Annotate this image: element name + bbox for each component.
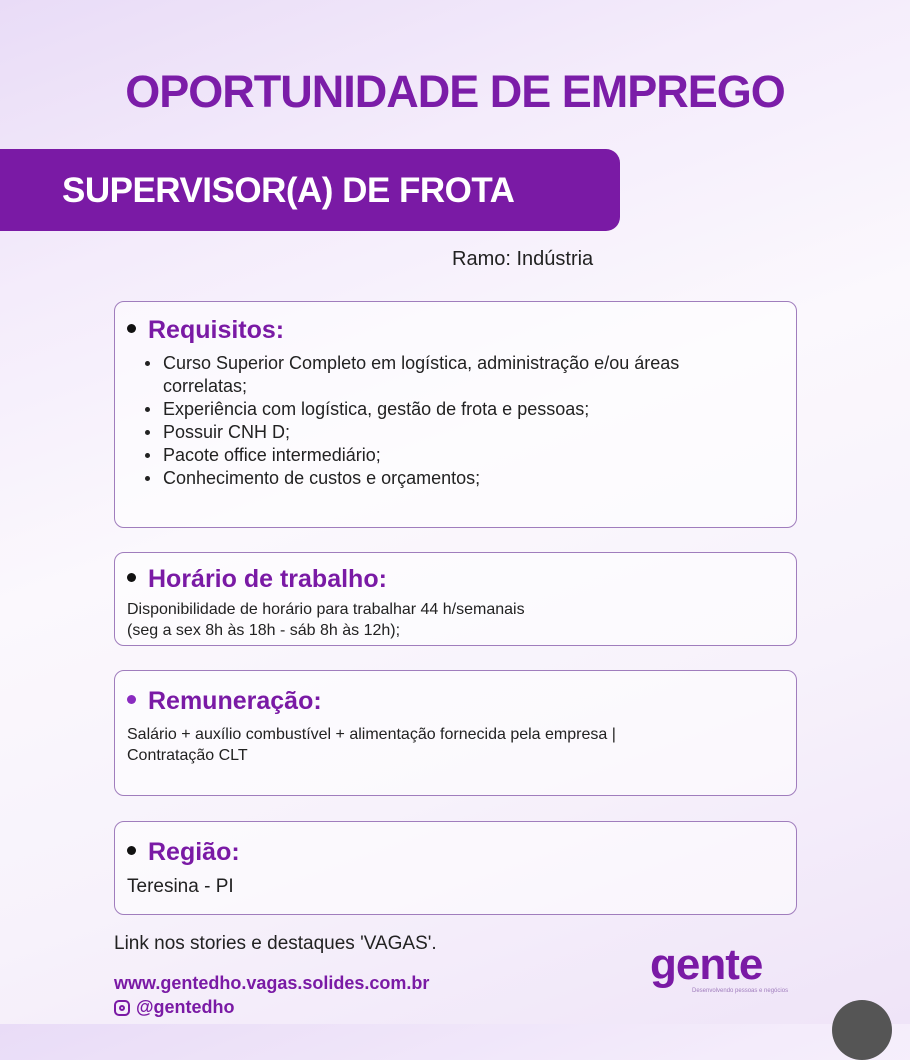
salary-title: Remuneração: xyxy=(148,687,322,715)
salary-heading xyxy=(127,687,322,716)
overlay-button[interactable] xyxy=(832,1000,892,1060)
requirements-title: Requisitos: xyxy=(148,316,285,344)
instagram-icon xyxy=(114,1000,130,1016)
bullet-icon xyxy=(127,695,136,704)
website-link[interactable]: www.gentedho.vagas.solides.com.br xyxy=(114,973,430,993)
job-title: SUPERVISOR(A) DE FROTA xyxy=(62,171,515,210)
salary-line-2: Contratação CLT xyxy=(127,747,248,764)
logo-tagline: Desenvolvendo pessoas e negócios xyxy=(692,988,789,994)
footer-link-text: Link nos stories e destaques 'VAGAS'. xyxy=(114,933,437,954)
list-item: Curso Superior Completo em logística, administração e/ou áreas correlatas; xyxy=(145,352,763,398)
requirements-list xyxy=(145,352,763,490)
bullet-icon xyxy=(127,324,136,333)
schedule-title: Horário de trabalho: xyxy=(148,565,387,593)
list-item: Conhecimento de custos e orçamentos; xyxy=(145,467,763,490)
bullet-icon xyxy=(127,846,136,855)
instagram-handle[interactable] xyxy=(114,997,235,1018)
job-title-banner xyxy=(0,149,620,231)
schedule-line-1: Disponibilidade de horário para trabalhar 44 h/semanais xyxy=(127,601,525,618)
bullet-icon xyxy=(127,573,136,582)
list-item: Possuir CNH D; xyxy=(145,421,763,444)
page-title: OPORTUNIDADE DE EMPREGO xyxy=(125,66,785,117)
instagram-handle-text: @gentedho xyxy=(136,997,235,1017)
salary-card xyxy=(114,670,797,796)
list-item: Pacote office intermediário; xyxy=(145,444,763,467)
schedule-line-2: (seg a sex 8h às 18h - sáb 8h às 12h); xyxy=(127,622,401,639)
region-value: Teresina - PI xyxy=(127,876,234,897)
logo-text: gente xyxy=(650,940,763,989)
requirements-card xyxy=(114,301,797,528)
schedule-heading xyxy=(127,565,387,594)
gente-logo xyxy=(650,940,800,1010)
sector-label: Ramo: Indústria xyxy=(452,248,594,270)
schedule-card xyxy=(114,552,797,646)
requirements-heading xyxy=(127,316,284,345)
list-item: Experiência com logística, gestão de frota e pessoas; xyxy=(145,398,763,421)
region-title: Região: xyxy=(148,838,240,866)
region-card xyxy=(114,821,797,915)
salary-line-1: Salário + auxílio combustível + alimentação fornecida pela empresa | xyxy=(127,726,616,743)
region-heading xyxy=(127,838,240,867)
